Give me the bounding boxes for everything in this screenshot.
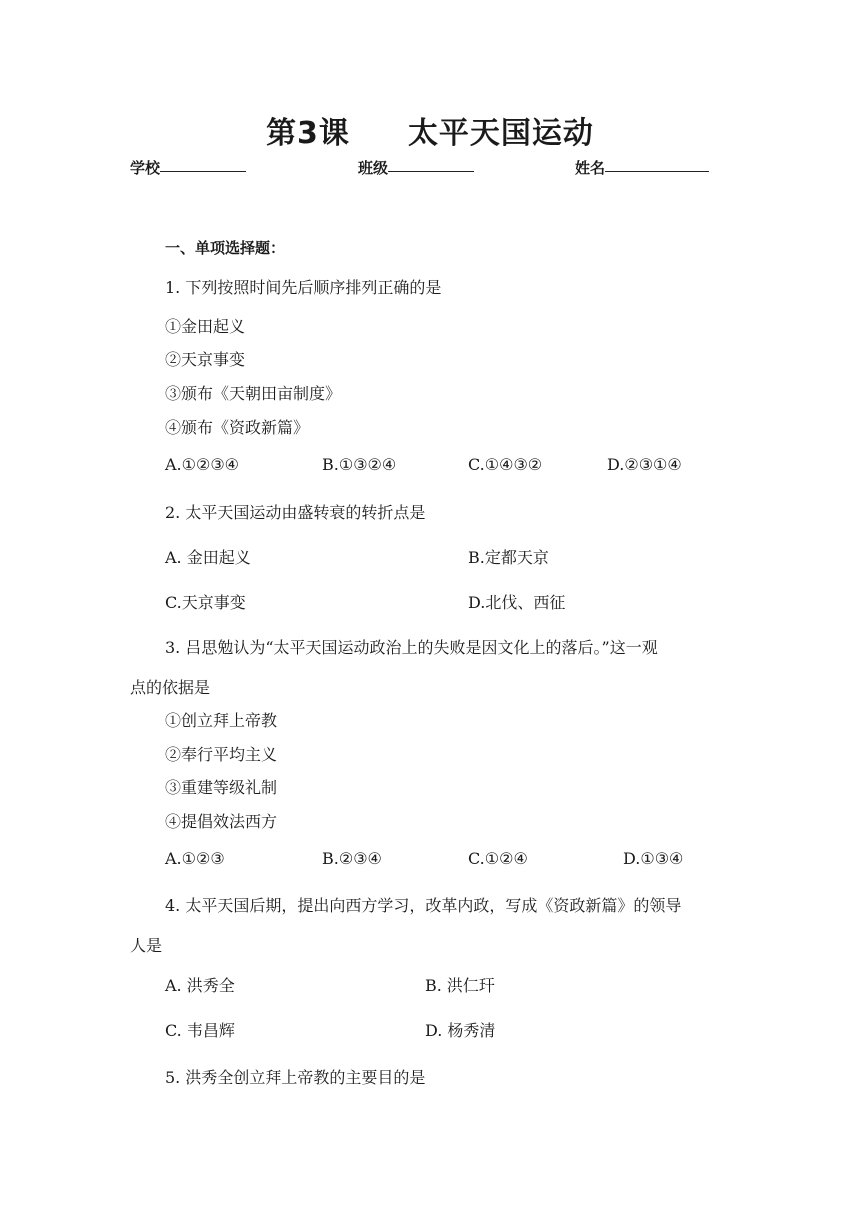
section-heading: 一、单项选择题： — [165, 239, 286, 257]
question-3-item: ①创立拜上帝教 — [165, 711, 278, 730]
question-3-option-b[interactable]: B.②③④ — [322, 849, 382, 868]
question-3-stem-continued: 点的依据是 — [130, 678, 211, 697]
question-2-option-c[interactable]: C.天京事变 — [165, 593, 246, 612]
question-2-stem: 2. 太平天国运动由盛转衰的转折点是 — [165, 503, 426, 522]
question-4-stem: 4. 太平天国后期，提出向西方学习，改革内政，写成《资政新篇》的领导 — [165, 896, 682, 915]
question-1-stem: 1. 下列按照时间先后顺序排列正确的是 — [165, 278, 442, 297]
question-2-option-d[interactable]: D.北伐、西征 — [468, 593, 566, 612]
question-1-option-c[interactable]: C.①④③② — [468, 455, 543, 474]
question-3-option-c[interactable]: C.①②④ — [468, 849, 528, 868]
question-2-option-b[interactable]: B.定都天京 — [468, 548, 549, 567]
question-5-stem: 5. 洪秀全创立拜上帝教的主要目的是 — [165, 1068, 426, 1087]
question-3-option-d[interactable]: D.①③④ — [623, 849, 684, 868]
school-blank[interactable] — [160, 157, 246, 172]
name-label: 姓名 — [575, 159, 606, 177]
question-4-stem-continued: 人是 — [130, 936, 163, 955]
question-4-option-d[interactable]: D. 杨秀清 — [425, 1021, 496, 1040]
question-3-stem: 3. 吕思勉认为“太平天国运动政治上的失败是因文化上的落后。”这一观 — [165, 638, 658, 657]
question-1-item: ③颁布《天朝田亩制度》 — [165, 384, 342, 403]
question-3-option-a[interactable]: A.①②③ — [165, 849, 225, 868]
question-1-option-a[interactable]: A.①②③④ — [165, 455, 240, 474]
name-field — [575, 157, 605, 178]
lesson-name: 太平天国运动 — [407, 116, 594, 151]
school-label: 学校 — [130, 159, 161, 177]
question-4-option-c[interactable]: C. 韦昌辉 — [165, 1021, 235, 1040]
class-blank[interactable] — [388, 157, 474, 172]
question-1-item: ②天京事变 — [165, 350, 246, 369]
question-4-option-b[interactable]: B. 洪仁玕 — [425, 976, 495, 995]
school-field — [130, 157, 160, 178]
question-1-option-b[interactable]: B.①③②④ — [322, 455, 397, 474]
question-1-item: ④颁布《资政新篇》 — [165, 418, 310, 437]
name-blank[interactable] — [605, 157, 709, 172]
lesson-number: 第3课 — [266, 116, 350, 151]
question-3-item: ②奉行平均主义 — [165, 745, 278, 764]
class-field — [358, 157, 388, 178]
question-3-item: ③重建等级礼制 — [165, 778, 278, 797]
question-2-option-a[interactable]: A. 金田起义 — [165, 548, 251, 567]
question-1-item: ①金田起义 — [165, 317, 246, 336]
page-title — [0, 108, 860, 152]
question-4-option-a[interactable]: A. 洪秀全 — [165, 976, 235, 995]
class-label: 班级 — [358, 159, 389, 177]
question-1-option-d[interactable]: D.②③①④ — [607, 455, 682, 474]
question-3-item: ④提倡效法西方 — [165, 812, 278, 831]
